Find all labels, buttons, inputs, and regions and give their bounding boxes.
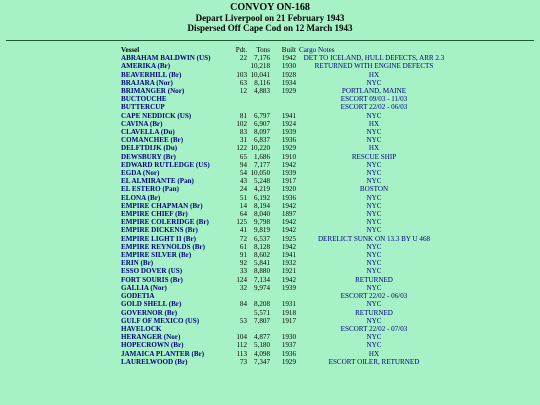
vessel-cell: CLAVELLA (Du) <box>121 128 175 137</box>
notes-cell: NYC <box>366 160 382 169</box>
pdt-cell <box>230 95 247 103</box>
table-row <box>121 259 449 267</box>
notes-cell: NYC <box>366 316 382 325</box>
pdt-cell: 61 <box>239 242 247 251</box>
col-pdt: Pdt. <box>235 46 247 54</box>
built-cell: 1917 <box>281 177 296 186</box>
tons-cell: 9,819 <box>254 226 270 235</box>
built-cell: 1936 <box>281 349 296 358</box>
tons-cell <box>247 95 270 103</box>
vessel-cell: EMPIRE SILVER (Br) <box>121 251 192 260</box>
pdt-cell: 125 <box>236 218 247 227</box>
built-cell: 1942 <box>281 201 296 210</box>
tons-cell: 5,180 <box>254 341 270 350</box>
built-cell: 1939 <box>281 169 296 178</box>
vessel-cell: ESSO DOVER (US) <box>121 267 183 276</box>
pdt-cell: 103 <box>236 70 247 79</box>
built-cell: 1939 <box>281 283 296 292</box>
table-header-row <box>121 46 449 54</box>
table-row <box>121 177 449 185</box>
notes-cell: NYC <box>366 201 382 210</box>
built-cell: 1942 <box>281 242 296 251</box>
built-cell: 1921 <box>281 267 296 276</box>
table-row <box>121 284 449 292</box>
notes-cell: ESCORT 09/03 - 11/03 <box>340 95 408 104</box>
built-cell <box>270 103 299 111</box>
table-row <box>121 128 449 136</box>
pdt-cell: 64 <box>239 210 247 219</box>
vessel-cell: FORT SOURIS (Br) <box>121 275 183 284</box>
tons-cell: 7,177 <box>254 160 270 169</box>
pdt-cell: 24 <box>239 185 247 194</box>
notes-cell: NYC <box>366 283 382 292</box>
pdt-cell: 12 <box>239 87 247 96</box>
built-cell: 1929 <box>281 144 296 153</box>
built-cell: 1936 <box>281 136 296 145</box>
table-row <box>121 317 449 325</box>
pdt-cell: 51 <box>239 193 247 202</box>
table-row <box>121 276 449 284</box>
table-row <box>121 161 449 169</box>
vessel-cell: CAPE NEDDICK (US) <box>121 111 192 120</box>
vessel-cell: AMERIKA (Br) <box>121 62 171 71</box>
table-row <box>121 309 449 317</box>
pdt-cell: 72 <box>239 234 247 243</box>
built-cell: 1941 <box>281 111 296 120</box>
notes-cell: NYC <box>366 341 382 350</box>
tons-cell: 5,571 <box>254 308 270 317</box>
built-cell: 1924 <box>281 119 296 128</box>
notes-cell: HX <box>368 119 380 128</box>
built-cell: 1936 <box>281 193 296 202</box>
notes-cell: DERELICT SUNK ON 13.3 BY U 468 <box>317 234 431 243</box>
tons-cell: 8,040 <box>254 210 270 219</box>
built-cell: 1928 <box>281 70 296 79</box>
pdt-cell: 113 <box>236 349 247 358</box>
pdt-cell: 31 <box>239 136 247 145</box>
notes-cell: NYC <box>366 226 382 235</box>
table-row <box>121 136 449 144</box>
vessel-cell: LAURELWOOD (Br) <box>121 357 188 366</box>
vessel-cell: CAVINA (Br) <box>121 119 163 128</box>
table-row <box>121 95 449 103</box>
built-cell: 1937 <box>281 341 296 350</box>
tons-cell: 10,220 <box>250 144 270 153</box>
built-cell: 1931 <box>281 300 296 309</box>
table-row <box>121 169 449 177</box>
notes-cell: NYC <box>366 177 382 186</box>
pdt-cell: 104 <box>236 333 247 342</box>
notes-cell: ESCORT OILER, RETURNED <box>328 357 420 366</box>
notes-cell: DET TO ICELAND, HULL DEFECTS, ARR 2.3 <box>303 54 445 63</box>
pdt-cell <box>230 325 247 333</box>
table-row <box>121 300 449 308</box>
notes-cell: NYC <box>366 267 382 276</box>
vessel-cell: EDWARD RUTLEDGE (US) <box>121 160 210 169</box>
tons-cell: 7,347 <box>254 357 270 366</box>
tons-cell: 8,116 <box>254 78 270 87</box>
pdt-cell: 54 <box>239 169 247 178</box>
pdt-cell: 41 <box>239 226 247 235</box>
built-cell <box>270 95 299 103</box>
pdt-cell <box>230 103 247 111</box>
built-cell: 1942 <box>281 218 296 227</box>
pdt-cell <box>230 62 247 70</box>
tons-cell <box>247 292 270 300</box>
pdt-cell: 63 <box>239 78 247 87</box>
pdt-cell: 65 <box>239 152 247 161</box>
pdt-cell: 22 <box>239 54 247 63</box>
table-row <box>121 251 449 259</box>
built-cell: 1934 <box>281 78 296 87</box>
vessel-cell: EGDA (Nor) <box>121 169 160 178</box>
built-cell: 1929 <box>281 357 296 366</box>
tons-cell: 4,219 <box>254 185 270 194</box>
table-row <box>121 153 449 161</box>
table-row <box>121 87 449 95</box>
vessel-cell: COMANCHEE (Br) <box>121 136 184 145</box>
built-cell: 1942 <box>281 54 296 63</box>
vessel-cell: EMPIRE COLERIDGE (Br) <box>121 218 209 227</box>
table-row <box>121 235 449 243</box>
table-row <box>121 194 449 202</box>
built-cell: 1920 <box>281 185 296 194</box>
vessel-cell: HOPECROWN (Br) <box>121 341 184 350</box>
vessel-cell: EMPIRE CHIEF (Br) <box>121 210 188 219</box>
tons-cell: 8,097 <box>254 128 270 137</box>
notes-cell: NYC <box>366 169 382 178</box>
tons-cell <box>247 103 270 111</box>
tons-cell: 7,176 <box>254 54 270 63</box>
tons-cell: 10,218 <box>250 62 270 71</box>
table-row <box>121 333 449 341</box>
vessel-cell: EMPIRE REYNOLDS (Br) <box>121 242 205 251</box>
vessel-cell: JAMAICA PLANTER (Br) <box>121 349 205 358</box>
tons-cell: 8,880 <box>254 267 270 276</box>
tons-cell: 4,098 <box>254 349 270 358</box>
notes-cell: HX <box>368 70 380 79</box>
pdt-cell: 53 <box>239 316 247 325</box>
notes-cell: NYC <box>366 193 382 202</box>
built-cell: 1917 <box>281 316 296 325</box>
vessel-cell: EL ESTERO (Pan) <box>121 185 179 194</box>
vessel-cell: BRAJARA (Nor) <box>121 78 173 87</box>
table-row <box>121 144 449 152</box>
vessel-cell: EMPIRE DICKENS (Br) <box>121 226 198 235</box>
pdt-cell: 81 <box>239 111 247 120</box>
tons-cell: 8,194 <box>254 201 270 210</box>
notes-cell: ESCORT 22/02 - 06/03 <box>340 103 408 112</box>
tons-cell: 1,686 <box>254 152 270 161</box>
notes-cell: NYC <box>366 218 382 227</box>
tons-cell: 5,841 <box>254 259 270 268</box>
pdt-cell: 73 <box>239 357 247 366</box>
table-row <box>121 71 449 79</box>
table-row <box>121 341 449 349</box>
tons-cell <box>247 325 270 333</box>
pdt-cell: 83 <box>239 128 247 137</box>
built-cell <box>270 325 299 333</box>
col-built: Built <box>281 46 296 54</box>
table-row <box>121 325 449 333</box>
vessel-cell: BRIMANGER (Nor) <box>121 87 185 96</box>
vessel-cell: ABRAHAM BALDWIN (US) <box>121 54 211 63</box>
tons-cell: 6,907 <box>254 119 270 128</box>
vessel-cell: DEWSBURY (Br) <box>121 152 176 161</box>
tons-cell: 5,248 <box>254 177 270 186</box>
notes-cell: BOSTON <box>359 185 389 194</box>
notes-cell: NYC <box>366 78 382 87</box>
pdt-cell: 32 <box>239 283 247 292</box>
notes-cell: HX <box>368 144 380 153</box>
notes-cell: RETURNED <box>355 275 393 284</box>
vessel-cell: EL ALMIRANTE (Pan) <box>121 177 194 186</box>
tons-cell: 7,807 <box>254 316 270 325</box>
notes-cell: RETURNED <box>355 308 393 317</box>
vessel-cell: EMPIRE CHAPMAN (Br) <box>121 201 203 210</box>
pdt-cell <box>230 292 247 300</box>
notes-cell: NYC <box>366 300 382 309</box>
built-cell: 1942 <box>281 275 296 284</box>
dispersed-line: Dispersed Off Cape Cod on 12 March 1943 <box>187 23 353 33</box>
convoy-header <box>0 0 540 33</box>
notes-cell: NYC <box>366 333 382 342</box>
built-cell <box>270 292 299 300</box>
tons-cell: 9,798 <box>254 218 270 227</box>
notes-cell: ESCORT 22/02 - 07/03 <box>340 324 408 333</box>
pdt-cell: 102 <box>236 119 247 128</box>
col-tons: Tons <box>256 46 270 54</box>
depart-line: Depart Liverpool on 21 February 1943 <box>195 13 345 23</box>
table-row <box>121 358 449 366</box>
vessel-cell: BUCTOUCHE <box>121 95 167 104</box>
col-vessel: Vessel <box>121 46 140 54</box>
pdt-cell: 92 <box>239 259 247 268</box>
pdt-cell: 94 <box>239 160 247 169</box>
pdt-cell: 122 <box>236 144 247 153</box>
notes-cell: ESCORT 22/02 - 06/03 <box>340 292 408 301</box>
table-row <box>121 185 449 193</box>
table-row <box>121 292 449 300</box>
table-row <box>121 103 449 111</box>
pdt-cell: 124 <box>236 275 247 284</box>
built-cell: 1929 <box>281 87 296 96</box>
vessel-cell: ELONA (Br) <box>121 193 161 202</box>
tons-cell: 4,883 <box>254 87 270 96</box>
built-cell: 1930 <box>281 62 296 71</box>
built-cell: 1939 <box>281 128 296 137</box>
tons-cell: 4,877 <box>254 333 270 342</box>
built-cell: 1897 <box>281 210 296 219</box>
table-row <box>121 120 449 128</box>
vessel-cell: GOLD SHELL (Br) <box>121 300 182 309</box>
tons-cell: 9,974 <box>254 283 270 292</box>
built-cell: 1918 <box>281 308 296 317</box>
pdt-cell: 43 <box>239 177 247 186</box>
notes-cell: NYC <box>366 111 382 120</box>
table-row <box>121 79 449 87</box>
vessel-cell: EMPIRE LIGHT II (Br) <box>121 234 196 243</box>
table-row <box>121 62 449 70</box>
tons-cell: 10,041 <box>250 70 270 79</box>
table-body <box>121 54 449 366</box>
vessel-cell: HERANGER (Nor) <box>121 333 181 342</box>
table-row <box>121 350 449 358</box>
built-cell: 1910 <box>281 152 296 161</box>
pdt-cell: 91 <box>239 251 247 260</box>
tons-cell: 6,192 <box>254 193 270 202</box>
vessel-cell: ERIN (Br) <box>121 259 154 268</box>
vessel-cell: GULF OF MEXICO (US) <box>121 316 200 325</box>
built-cell: 1941 <box>281 251 296 260</box>
tons-cell: 8,602 <box>254 251 270 260</box>
vessel-cell: BUTTERCUP <box>121 103 165 112</box>
table-row <box>121 243 449 251</box>
vessel-cell: HAVELOCK <box>121 324 162 333</box>
built-cell: 1942 <box>281 160 296 169</box>
page-title: CONVOY ON-168 <box>230 2 310 13</box>
notes-cell: NYC <box>366 259 382 268</box>
built-cell: 1930 <box>281 333 296 342</box>
tons-cell: 8,208 <box>254 300 270 309</box>
convoy-table <box>121 46 449 366</box>
col-notes: Cargo Notes <box>299 46 335 54</box>
built-cell: 1932 <box>281 259 296 268</box>
notes-cell: PORTLAND, MAINE <box>341 87 407 96</box>
pdt-cell <box>230 309 247 317</box>
notes-cell: NYC <box>366 128 382 137</box>
vessel-cell: DELFTDIJK (Du) <box>121 144 178 153</box>
table-row <box>121 226 449 234</box>
built-cell: 1925 <box>281 234 296 243</box>
vessel-cell: BEAVERHILL (Br) <box>121 70 182 79</box>
tons-cell: 7,134 <box>254 275 270 284</box>
tons-cell: 8,128 <box>254 242 270 251</box>
table-row <box>121 202 449 210</box>
pdt-cell: 112 <box>236 341 247 350</box>
pdt-cell: 14 <box>239 201 247 210</box>
vessel-cell: GODETIA <box>121 292 155 301</box>
tons-cell: 6,797 <box>254 111 270 120</box>
notes-cell: NYC <box>366 251 382 260</box>
table-row <box>121 210 449 218</box>
pdt-cell: 33 <box>239 267 247 276</box>
table-row <box>121 218 449 226</box>
table-row <box>121 267 449 275</box>
tons-cell: 6,837 <box>254 136 270 145</box>
notes-cell: HX <box>368 349 380 358</box>
built-cell: 1942 <box>281 226 296 235</box>
notes-cell: NYC <box>366 242 382 251</box>
tons-cell: 6,537 <box>254 234 270 243</box>
notes-cell: RESCUE SHIP <box>351 152 397 161</box>
tons-cell: 10,050 <box>250 169 270 178</box>
table-row <box>121 54 449 62</box>
vessel-cell: GOVERNOR (Br) <box>121 308 178 317</box>
notes-cell: NYC <box>366 210 382 219</box>
pdt-cell: 84 <box>239 300 247 309</box>
table-row <box>121 112 449 120</box>
vessel-cell: GALLIA (Nor) <box>121 283 167 292</box>
header-divider <box>6 40 534 41</box>
notes-cell: NYC <box>366 136 382 145</box>
notes-cell: RETURNED WITH ENGINE DEFECTS <box>314 62 434 71</box>
